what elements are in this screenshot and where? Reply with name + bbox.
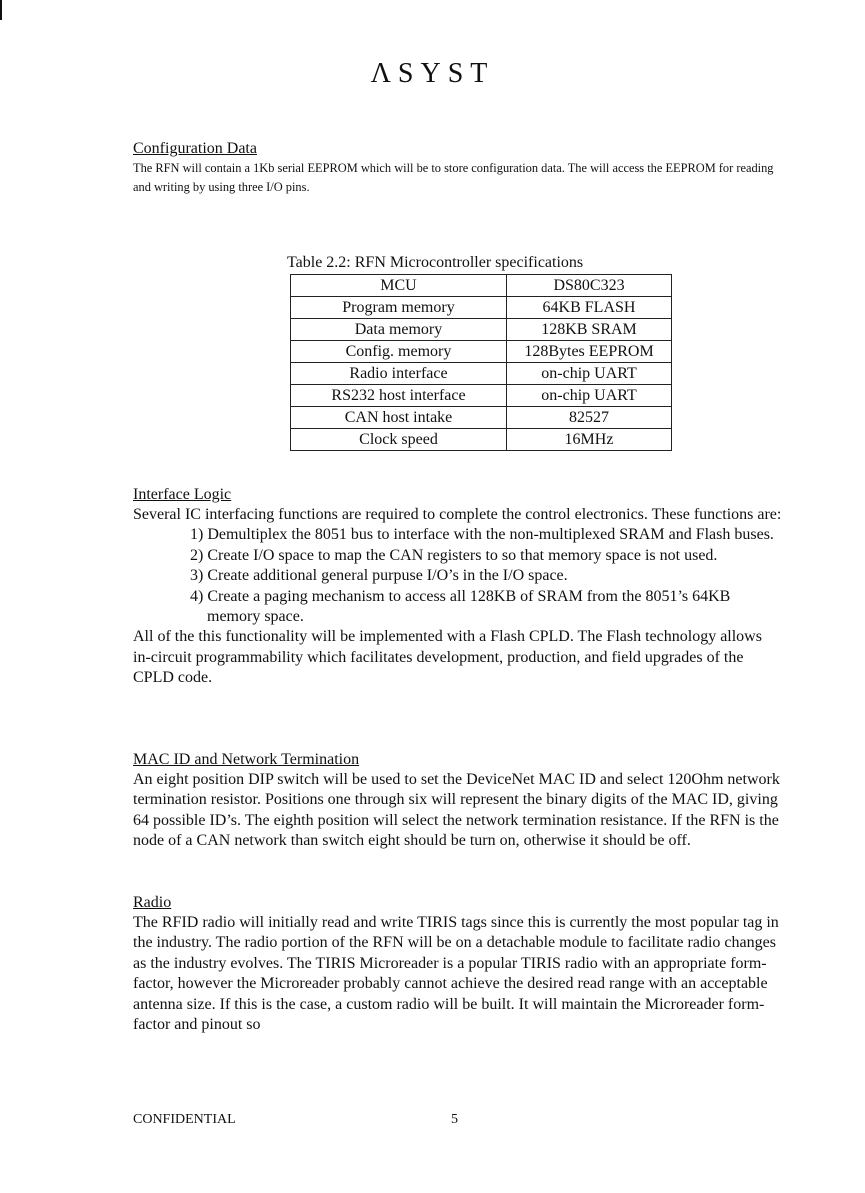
scan-edge-mark — [0, 0, 2, 20]
spec-table — [290, 274, 672, 451]
interface-logic-closing: All of the this functionality will be implemented with a Flash CPLD. The Flash technology allows in-circuit programmability which facilitates development, production, and field upgrades of the CPLD code. — [133, 628, 762, 687]
spec-label: Clock speed — [291, 429, 507, 451]
table-row — [291, 319, 672, 341]
interface-logic-section — [133, 485, 783, 689]
table-row — [291, 385, 672, 407]
table-row — [291, 407, 672, 429]
company-logo: ΛSYST — [370, 58, 495, 89]
list-item: 1) Demultiplex the 8051 bus to interface with the non-multiplexed SRAM and Flash buses. — [190, 526, 774, 544]
spec-label: RS232 host interface — [291, 385, 507, 407]
spec-value: 128KB SRAM — [507, 319, 672, 341]
mac-id-heading: MAC ID and Network Termination — [133, 751, 360, 768]
interface-logic-intro: Several IC interfacing functions are required to complete the control electronics. These functions are: — [133, 506, 782, 523]
configuration-heading: Configuration Data — [133, 140, 257, 157]
configuration-paragraph: The RFN will contain a 1Kb serial EEPROM which will be to store configuration data. The will access the EEPROM for reading and writing by using three I/O pins. — [133, 161, 774, 194]
radio-heading: Radio — [133, 894, 172, 911]
table-caption: Table 2.2: RFN Microcontroller specifications — [287, 254, 584, 271]
page-number: 5 — [451, 1112, 458, 1127]
mac-id-paragraph: An eight position DIP switch will be used to set the DeviceNet MAC ID and select 120Ohm network termination resistor. Positions one through six will represent the binary digits of the MAC ID, giving 64 possible ID’s. The eighth position will select the network termination resistance. If the RFN is the node of a CAN network than switch eight should be turn on, otherwise it should be off. — [133, 771, 780, 850]
table-row — [291, 429, 672, 451]
table-row — [291, 341, 672, 363]
spec-value: on-chip UART — [507, 363, 672, 385]
table-row — [291, 363, 672, 385]
spec-label: Radio interface — [291, 363, 507, 385]
spec-label: Data memory — [291, 319, 507, 341]
spec-value: on-chip UART — [507, 385, 672, 407]
spec-label: MCU — [291, 275, 507, 297]
radio-paragraph: The RFID radio will initially read and write TIRIS tags since this is currently the most popular tag in the industry. The radio portion of the RFN will be on a detachable module to facilitate radio changes as the industry evolves. The TIRIS Microreader is a popular TIRIS radio with an appropriate form-factor, however the Microreader probably cannot achieve the desired read range with an acceptable antenna size. If this is the case, a custom radio will be built. It will maintain the Microreader form-factor and pinout so — [133, 914, 779, 1034]
configuration-section — [133, 139, 783, 197]
table-row — [291, 275, 672, 297]
spec-label: Program memory — [291, 297, 507, 319]
radio-section — [133, 893, 783, 1035]
list-item: 2) Create I/O space to map the CAN registers to so that memory space is not used. — [190, 546, 718, 564]
spec-value: 16MHz — [507, 429, 672, 451]
spec-value: 82527 — [507, 407, 672, 429]
mac-id-section — [133, 750, 783, 852]
table-row — [291, 297, 672, 319]
spec-label: Config. memory — [291, 341, 507, 363]
spec-value: 64KB FLASH — [507, 297, 672, 319]
spec-value: 128Bytes EEPROM — [507, 341, 672, 363]
list-item: 3) Create additional general purpuse I/O’s in the I/O space. — [190, 567, 568, 585]
interface-function-list — [133, 525, 783, 627]
list-item: 4) Create a paging mechanism to access all 128KB of SRAM from the 8051’s 64KB memory space. — [190, 587, 731, 626]
confidential-label: CONFIDENTIAL — [133, 1112, 236, 1127]
interface-logic-heading: Interface Logic — [133, 486, 232, 503]
spec-value: DS80C323 — [507, 275, 672, 297]
spec-label: CAN host intake — [291, 407, 507, 429]
